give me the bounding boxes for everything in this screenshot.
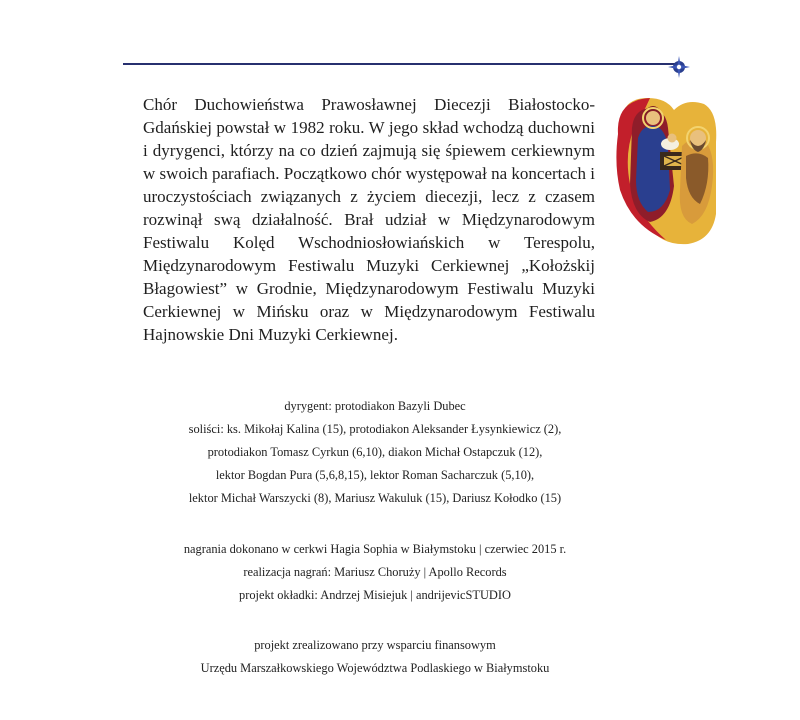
credit-line-engineering: realizacja nagrań: Mariusz Choruży | Apollo Records xyxy=(243,565,507,579)
credit-line-soloists: soliści: ks. Mikołaj Kalina (15), protodiakon Aleksander Łysynkiewicz (2), xyxy=(188,422,562,436)
blue-star-icon xyxy=(668,56,690,78)
performers-credits xyxy=(110,395,640,510)
credit-line-soloists-2: protodiakon Tomasz Cyrkun (6,10), diakon Michał Ostapczuk (12), xyxy=(207,445,543,459)
production-credits xyxy=(110,538,640,607)
choir-description: Chór Duchowieństwa Prawosławnej Diecezji Białostocko-Gdańskiej powstał w 1982 roku. W jego skład wchodzą duchowni i dyrygenci, którzy na co dzień zajmują się śpiewem cerkiewnym w swoich parafiach. Początkowo chór występował na koncertach i uroczystościach związanych z życiem diecezji, lecz z czasem rozwinął swą działalność. Brał udział w Międzynarodowym Festiwalu Kolęd Wschodniosłowiańskich w Terespolu, Międzynarodowym Festiwalu Muzyki Cerkiewnej „Kołożskij Błagowiest” w Grodnie, Międzynarodowym Festiwalu Muzyki Cerkiewnej w Mińsku oraz w Międzynarodowym Festiwalu Hajnowskie Dni Muzyki Cerkiewnej. xyxy=(143,95,595,344)
credit-line-soloists-4: lektor Michał Warszycki (8), Mariusz Wakuluk (15), Dariusz Kołodko (15) xyxy=(188,491,562,505)
funding-line-2: Urzędu Marszałkowskiego Województwa Podlaskiego w Białymstoku xyxy=(200,661,550,675)
funding-line-1: projekt zrealizowano przy wsparciu finansowym xyxy=(254,638,496,652)
credit-line-recording: nagrania dokonano w cerkwi Hagia Sophia w Białymstoku | czerwiec 2015 r. xyxy=(183,542,567,556)
credit-line-cover-design: projekt okładki: Andrzej Misiejuk | andrijevicSTUDIO xyxy=(239,588,511,602)
nativity-icon xyxy=(612,94,720,246)
credit-line-soloists-3: lektor Bogdan Pura (5,6,8,15), lektor Roman Sacharczuk (5,10), xyxy=(215,468,535,482)
funding-note xyxy=(110,634,640,680)
header-rule xyxy=(123,63,678,65)
credit-line-conductor: dyrygent: protodiakon Bazyli Dubec xyxy=(284,399,466,413)
